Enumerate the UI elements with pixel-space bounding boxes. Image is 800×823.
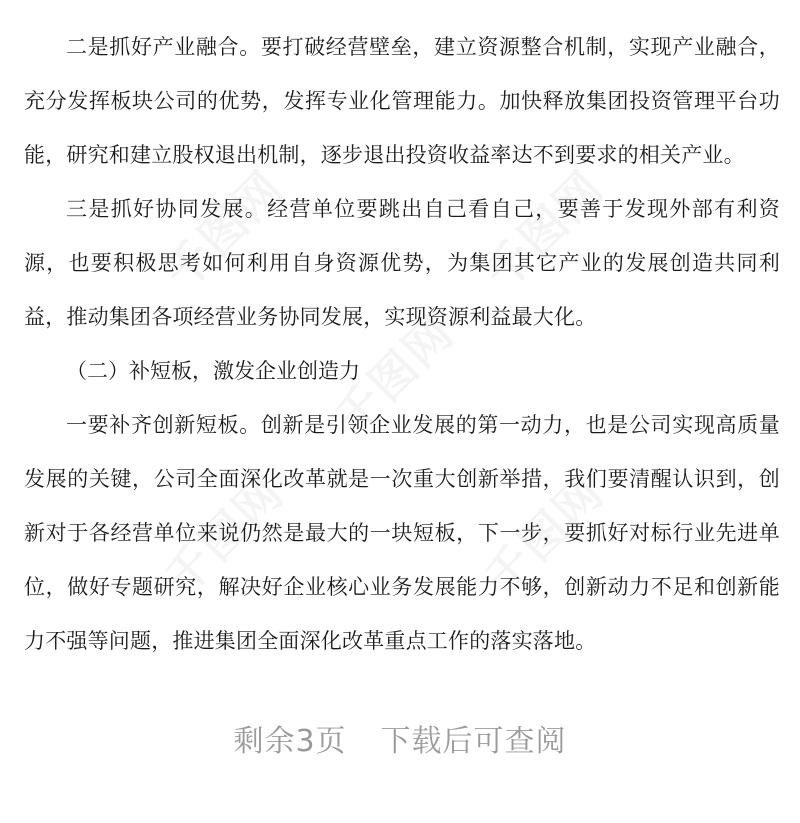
remaining-pages-text: 剩余3页 [233,724,347,759]
paragraph: 三是抓好协同发展。经营单位要跳出自己看自己，要善于发现外部有利资源，也要积极思考如何利用自身资源优势，为集团其它产业的发展创造共同利益，推动集团各项经营业务协同发展，实现资源利益最大化。 [24,197,780,329]
document-body [24,20,780,668]
download-prompt-text: 下载后可查阅 [380,724,567,759]
section-heading: （二）补短板，激发企业创造力 [66,359,360,383]
paragraph: 二是抓好产业融合。要打破经营壁垒，建立资源整合机制，实现产业融合，充分发挥板块公司的优势，发挥专业化管理能力。加快释放集团投资管理平台功能，研究和建立股权退出机制，逐步退出投资收益率达不到要求的相关产业。 [24,35,780,167]
download-to-read-more-link[interactable] [0,716,800,760]
paragraph: 一要补齐创新短板。创新是引领企业发展的第一动力，也是公司实现高质量发展的关键，公司全面深化改革就是一次重大创新举措，我们要清醒认识到，创新对于各经营单位来说仍然是最大的一块短板，下一步，要抓好对标行业先进单位，做好专题研究，解决好企业核心业务发展能力不够，创新动力不足和创新能力不强等问题，推进集团全面深化改革重点工作的落实落地。 [24,413,780,653]
